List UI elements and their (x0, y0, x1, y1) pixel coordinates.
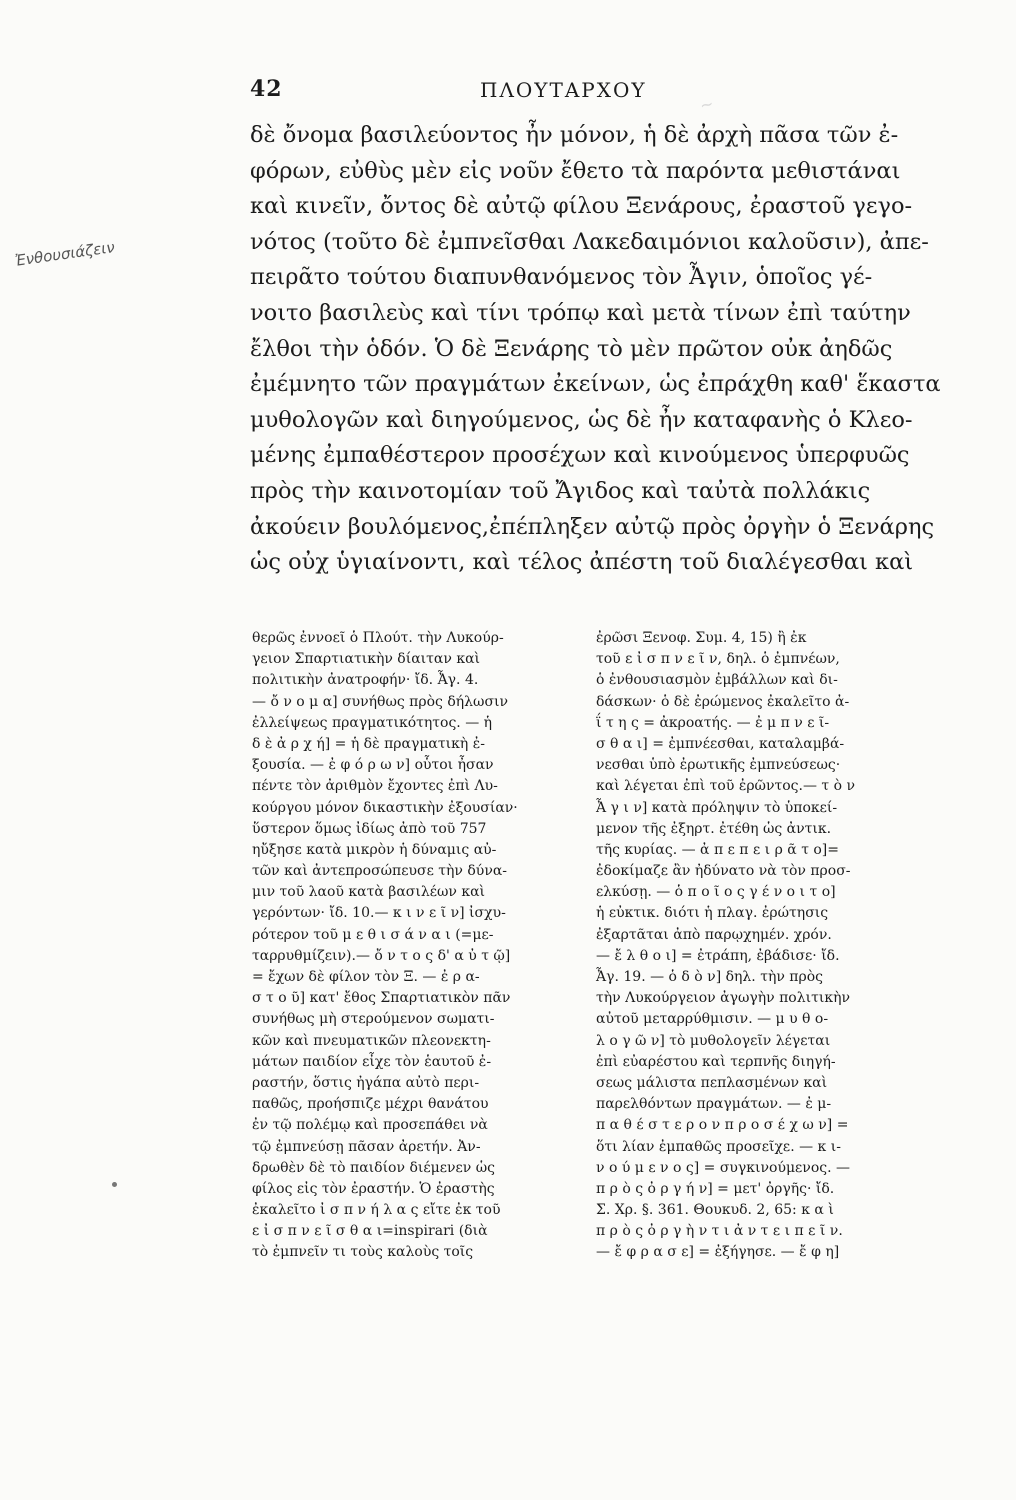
commentary-line: ἐδοκίμαζε ἂν ἠδύνατο νὰ τὸν προσ- (596, 863, 851, 880)
commentary-line: δάσκων· ὁ δὲ ἐρώμενος ἐκαλεῖτο ἀ- (596, 693, 850, 710)
main-text-line: νοιτο βασιλεὺς καὶ τίνι τρόπῳ καὶ μετὰ τίνων ἐπὶ ταύτην (250, 299, 911, 326)
commentary-line: κούργου μόνον δικαστικὴν ἐξουσίαν· (252, 799, 518, 816)
commentary-line: τὴν Λυκούργειον ἀγωγὴν πολιτικὴν (596, 990, 850, 1007)
commentary-line: ηὔξησε κατὰ μικρὸν ἡ δύναμις αὐ- (252, 841, 497, 858)
main-text-line: καὶ κινεῖν, ὄντος δὲ αὐτῷ φίλου Ξενάρους, ἐραστοῦ γεγο- (250, 193, 913, 220)
main-text-line: φόρων, εὐθὺς μὲν εἰς νοῦν ἔθετο τὰ παρόντα μεθιστάναι (250, 157, 901, 184)
commentary-line: ἐρῶσι Ξενοφ. Συμ. 4, 15) ἢ ἐκ (596, 630, 807, 646)
commentary-line: = ἔχων δὲ φίλον τὸν Ξ. — ἐ ρ α- (252, 969, 480, 985)
commentary-line: μάτων παιδίον εἶχε τὸν ἑαυτοῦ ἐ- (252, 1053, 492, 1070)
commentary-line: ξουσία. — ἐ φ ό ρ ω ν] οὗτοι ἦσαν (252, 757, 494, 774)
main-text-line: δὲ ὄνομα βασιλεύοντος ἦν μόνον, ἡ δὲ ἀρχὴ πᾶσα τῶν ἐ- (250, 122, 899, 148)
main-text-line: μένης ἐμπαθέστερον προσέχων καὶ κινούμενος ὑπερφυῶς (250, 442, 910, 469)
commentary-line: αὐτοῦ μεταρρύθμισιν. — μ υ θ ο- (596, 1011, 829, 1028)
commentary-line: ταρρυθμίζειν).— ὄ ν τ ο ς δ' α ὐ τ ῷ] (252, 947, 511, 964)
commentary-line: μιν τοῦ λαοῦ κατὰ βασιλέων καὶ (252, 884, 486, 901)
commentary-line: καὶ λέγεται ἐπὶ τοῦ ἐρῶντος.— τ ὸ ν (596, 778, 855, 795)
commentary-line: τοῦ ε ἰ σ π ν ε ῖ ν, δηλ. ὁ ἐμπνέων, (596, 651, 840, 668)
commentary-line: Ἆγ. 19. — ὁ δ ὸ ν] δηλ. τὴν πρὸς (596, 969, 823, 985)
commentary-line: γειον Σπαρτιατικὴν δίαιταν καὶ (252, 651, 481, 668)
commentary-line: ελκύσῃ. — ὁ π ο ῖ ο ς γ έ ν ο ι τ ο] (596, 884, 836, 901)
commentary-line: φίλος εἰς τὸν ἐραστήν. Ὁ ἐραστὴς (252, 1180, 495, 1197)
commentary-line: σ τ ο ῦ] κατ' ἔθος Σπαρτιατικὸν πᾶν (252, 990, 511, 1007)
running-title: ΠΛΟΥΤΑΡΧΟΥ (480, 78, 647, 102)
page-number: 42 (250, 76, 283, 102)
commentary-line: Ἆ γ ι ν] κατὰ πρόληψιν τὸ ὑποκεί- (596, 799, 838, 816)
commentary-line: τῷ ἐμπνεύσῃ πᾶσαν ἀρετήν. Ἀν- (252, 1138, 481, 1155)
commentary-line: συνήθως μὴ στερούμενον σωματι- (252, 1011, 495, 1028)
commentary-line: κῶν καὶ πνευματικῶν πλεονεκτη- (252, 1032, 491, 1049)
commentary-line: παθῶς, προήσπιζε μέχρι θανάτου (252, 1096, 489, 1113)
commentary-line: — ὄ ν ο μ α] συνήθως πρὸς δήλωσιν (252, 693, 508, 710)
commentary-line: ἐλλείψεως πραγματικότητος. — ἡ (252, 714, 493, 731)
commentary-line: — ἔ λ θ ο ι] = ἐτράπη, ἐβάδισε· ἴδ. (596, 947, 840, 964)
commentary-line: ἡ εὐκτικ. διότι ἡ πλαγ. ἐρώτησις (596, 905, 829, 922)
commentary-line: ὕστερον ὅμως ἰδίως ἀπὸ τοῦ 757 (252, 820, 487, 837)
commentary-line: σεως μάλιστα πεπλασμένων καὶ (596, 1074, 828, 1091)
main-text (250, 118, 940, 581)
commentary-line: — ἔ φ ρ α σ ε] = ἐξήγησε. — ἔ φ η] (596, 1244, 840, 1261)
commentary-line: ἐπὶ εὐαρέστου καὶ τερπνῆς διηγή- (596, 1053, 836, 1070)
faint-bleedthrough-mark: ~ (698, 93, 716, 116)
commentary-line: ἐκαλεῖτο ἰ σ π ν ή λ α ς εἴτε ἐκ τοῦ (252, 1202, 501, 1219)
commentary-line: π ρ ὸ ς ὀ ρ γ ὴ ν τ ι ἀ ν τ ε ι π ε ῖ ν. (596, 1223, 843, 1240)
commentary-line: ν ο ύ μ ε ν ο ς] = συγκινούμενος. — (596, 1159, 850, 1176)
commentary-line: ἐν τῷ πολέμῳ καὶ προσεπάθει νὰ (252, 1117, 488, 1134)
handwritten-margin-note: Ἐνθουσιάζειν (14, 238, 116, 270)
main-text-line: μυθολογῶν καὶ διηγούμενος, ὡς δὲ ἦν καταφανὴς ὁ Κλεο- (250, 406, 913, 433)
commentary-line: σ θ α ι] = ἐμπνέεσθαι, καταλαμβά- (596, 735, 845, 752)
commentary-line: γερόντων· ἴδ. 10.— κ ι ν ε ῖ ν] ἰσχυ- (252, 905, 506, 922)
commentary-line: ρότερον τοῦ μ ε θ ι σ ά ν α ι (=με- (252, 926, 494, 943)
commentary-line: μενον τῆς ἐξηρτ. ἐτέθη ὡς ἀντικ. (596, 820, 832, 837)
commentary-line: τὸ ἐμπνεῖν τι τοὺς καλοὺς τοῖς (252, 1244, 474, 1261)
main-text-line: ἔλθοι τὴν ὁδόν. Ὁ δὲ Ξενάρης τὸ μὲν πρῶτον οὐκ ἀηδῶς (250, 335, 893, 362)
commentary-line: τῶν καὶ ἀντεπροσώπευσε τὴν δύνα- (252, 863, 508, 880)
main-text-line: πειρᾶτο τούτου διαπυνθανόμενος τὸν Ἆγιν, ὁποῖος γέ- (250, 264, 873, 291)
commentary-line: τῆς κυρίας. — ἀ π ε π ε ι ρ ᾶ τ ο]= (596, 841, 840, 858)
commentary-line: ΐ τ η ς = ἀκροατής. — ἐ μ π ν ε ῖ- (596, 714, 830, 731)
commentary-line: πέντε τὸν ἀριθμὸν ἔχοντες ἐπὶ Λυ- (252, 778, 498, 795)
commentary-line: Σ. Χρ. §. 361. Θουκυδ. 2, 65: κ α ὶ (596, 1202, 834, 1219)
commentary-column-left (252, 628, 582, 1264)
commentary-line: θερῶς ἐννοεῖ ὁ Πλούτ. τὴν Λυκούρ- (252, 630, 504, 646)
commentary-line: λ ο γ ῶ ν] τὸ μυθολογεῖν λέγεται (596, 1032, 831, 1049)
commentary-line: π α θ έ σ τ ε ρ ο ν π ρ ο σ έ χ ω ν] = (596, 1117, 849, 1134)
main-text-line: ὡς οὐχ ὑγιαίνοντι, καὶ τέλος ἀπέστη τοῦ διαλέγεσθαι καὶ (250, 549, 914, 576)
main-text-line: ἐμέμνητο τῶν πραγμάτων ἐκείνων, ὡς ἐπράχθη καθ' ἕκαστα (250, 371, 941, 398)
commentary-line: πολιτικὴν ἀνατροφήν· ἴδ. Ἆγ. 4. (252, 672, 479, 689)
commentary-line: παρελθόντων πραγμάτων. — ἐ μ- (596, 1096, 832, 1113)
commentary-line: ὅτι λίαν ἐμπαθῶς προσεῖχε. — κ ι- (596, 1138, 841, 1155)
commentary-line: π ρ ὸ ς ὀ ρ γ ή ν] = μετ' ὀργῆς· ἴδ. (596, 1180, 835, 1197)
main-text-line: νότος (τοῦτο δὲ ἐμπνεῖσθαι Λακεδαιμόνιοι καλοῦσιν), ἀπε- (250, 228, 929, 255)
commentary-line: ἐξαρτᾶται ἀπὸ παρῳχημέν. χρόν. (596, 926, 832, 943)
commentary-line: ὁ ἐνθουσιασμὸν ἐμβάλλων καὶ δι- (596, 672, 838, 689)
commentary-column-right (596, 628, 941, 1264)
commentary-line: νεσθαι ὑπὸ ἐρωτικῆς ἐμπνεύσεως· (596, 757, 841, 774)
commentary-line: ε ἰ σ π ν ε ῖ σ θ α ι=inspirari (διὰ (252, 1223, 488, 1240)
commentary-line: δ ὲ ἀ ρ χ ή] = ἡ δὲ πραγματικὴ ἐ- (252, 735, 485, 752)
commentary-line: ραστήν, ὅστις ἠγάπα αὐτὸ περι- (252, 1074, 480, 1091)
commentary-line: δρωθὲν δὲ τὸ παιδίον διέμενεν ὡς (252, 1159, 495, 1176)
main-text-line: πρὸς τὴν καινοτομίαν τοῦ Ἄγιδος καὶ ταὐτὰ πολλάκις (250, 477, 871, 504)
ink-dot (112, 1182, 117, 1187)
main-text-line: ἀκούειν βουλόμενος,ἐπέπληξεν αὐτῷ πρὸς ὀργὴν ὁ Ξενάρης (250, 513, 935, 540)
